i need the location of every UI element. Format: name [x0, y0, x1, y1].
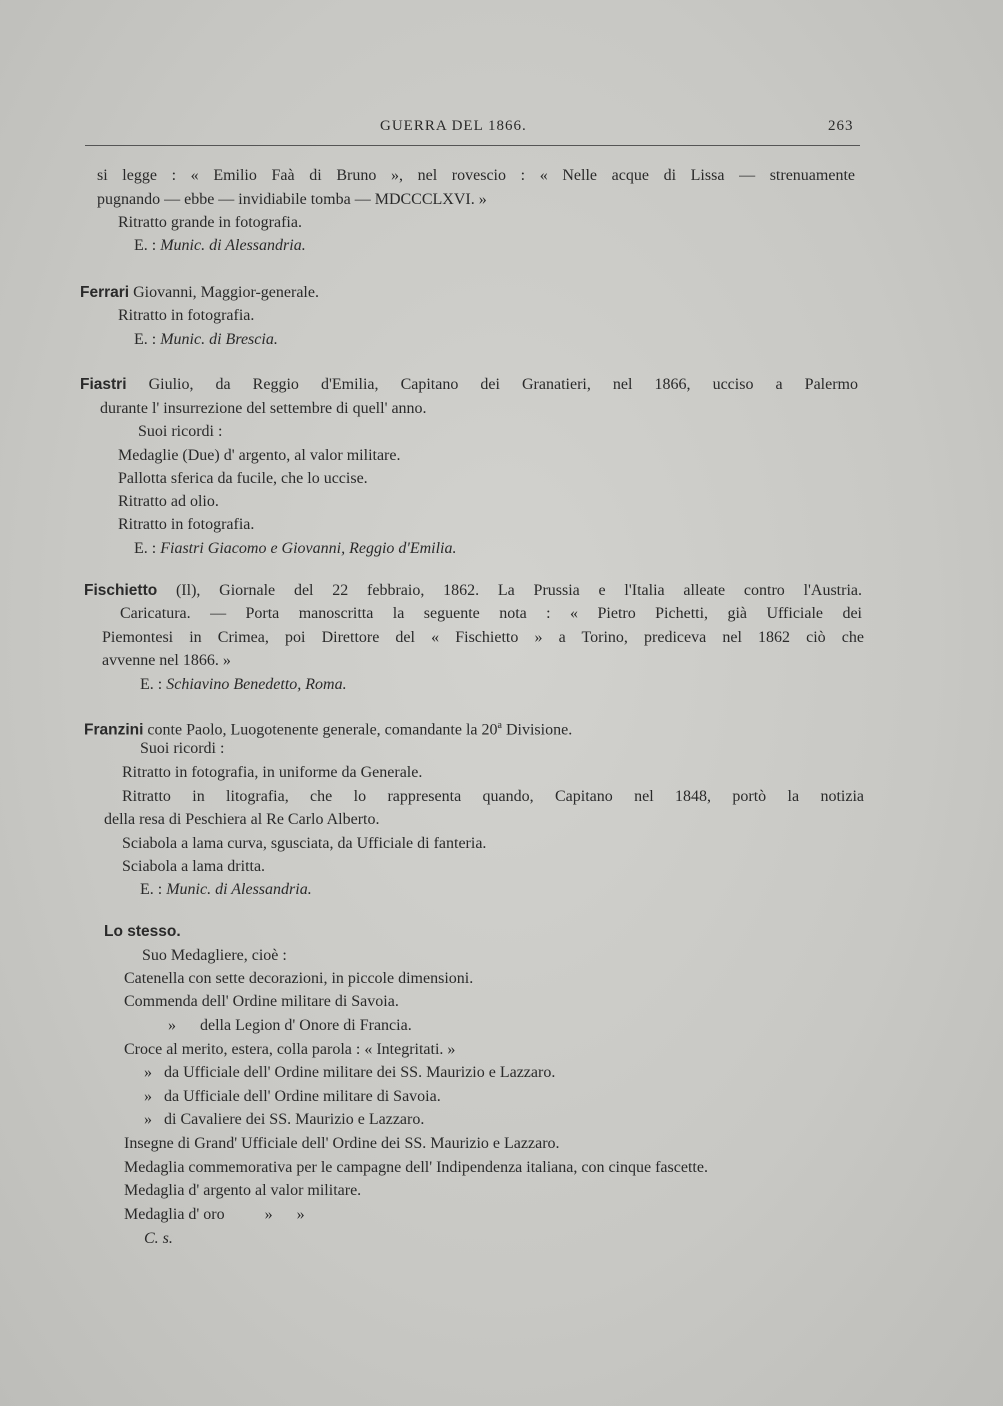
text-line: Catenella con sette decorazioni, in piccole dimensioni.: [124, 970, 474, 987]
text-line: Suo Medagliere, cioè :: [142, 947, 287, 964]
page-number: 263: [828, 118, 854, 134]
text-line: Croce al merito, estera, colla parola : « Integritati. »: [124, 1041, 456, 1058]
source-line: E. : Munic. di Alessandria.: [134, 237, 306, 254]
text-line: Pallotta sferica da fucile, che lo uccise.: [118, 470, 368, 487]
source-line: E. : Munic. di Brescia.: [134, 331, 278, 348]
source-name: Schiavino Benedetto, Roma.: [166, 676, 347, 693]
text-line: Ritratto grande in fotografia.: [118, 214, 302, 231]
text-line: Piemontesi in Crimea, poi Direttore del « Fischietto » a Torino, prediceva nel 1862 ciò che: [102, 629, 864, 646]
entry-name: Ferrari: [80, 284, 130, 301]
entry-fischietto: Fischietto (Il), Giornale del 22 febbraio, 1862. La Prussia e l'Italia alleate contro l'Austria.: [84, 582, 862, 599]
source-line: E. : Fiastri Giacomo e Giovanni, Reggio d'Emilia.: [134, 540, 457, 557]
text-line: Ritratto in fotografia.: [118, 516, 255, 533]
source-name: Munic. di Alessandria.: [160, 237, 306, 254]
entry-name: Fischietto: [84, 582, 158, 599]
text-line: Insegne di Grand' Ufficiale dell' Ordine dei SS. Maurizio e Lazzaro.: [124, 1135, 560, 1152]
source-line: C. s.: [144, 1230, 173, 1247]
entry-name: Fiastri: [80, 376, 127, 393]
text-line: Suoi ricordi :: [138, 423, 223, 440]
text-line: Ritratto in litografia, che lo rappresenta quando, Capitano nel 1848, portò la notizia: [122, 788, 864, 805]
header-rule: [85, 145, 860, 146]
text-line: Medaglia d' oro » »: [124, 1206, 305, 1223]
entry-name: Franzini: [84, 721, 144, 739]
text-line: Ritratto in fotografia, in uniforme da Generale.: [122, 764, 423, 781]
text-line: si legge : « Emilio Faà di Bruno », nel rovescio : « Nelle acque di Lissa — strenuamente: [97, 167, 855, 184]
text-line: Commenda dell' Ordine militare di Savoia.: [124, 993, 399, 1010]
running-header: GUERRA DEL 1866.: [380, 118, 527, 134]
source-name: Fiastri Giacomo e Giovanni, Reggio d'Emilia.: [160, 540, 457, 557]
text-line: » da Ufficiale dell' Ordine militare dei SS. Maurizio e Lazzaro.: [144, 1064, 556, 1081]
text-line: Ritratto in fotografia.: [118, 307, 255, 324]
text-line: » della Legion d' Onore di Francia.: [168, 1017, 412, 1034]
text-line: Caricatura. — Porta manoscritta la seguente nota : « Pietro Pichetti, già Ufficiale dei: [120, 605, 862, 622]
source-name: Munic. di Alessandria.: [166, 881, 312, 898]
source-line: E. : Munic. di Alessandria.: [140, 881, 312, 898]
text-line: Suoi ricordi :: [140, 740, 225, 757]
source-name: Munic. di Brescia.: [160, 331, 278, 348]
text-line: Ritratto ad olio.: [118, 493, 219, 510]
text-line: » da Ufficiale dell' Ordine militare di Savoia.: [144, 1088, 441, 1105]
entry-franzini: Franzini conte Paolo, Luogotenente generale, comandante la 20$^a$ Divisione.: [84, 720, 573, 739]
text-line: avvenne nel 1866. »: [102, 652, 231, 669]
source-line: E. : Schiavino Benedetto, Roma.: [140, 676, 347, 693]
text-line: Medaglia d' argento al valor militare.: [124, 1182, 362, 1199]
text-line: durante l' insurrezione del settembre di quell' anno.: [100, 400, 427, 417]
text-line: pugnando — ebbe — invidiabile tomba — MDCCCLXVI. »: [97, 191, 487, 208]
entry-ferrari: Ferrari Giovanni, Maggior-generale.: [80, 284, 319, 301]
entry-fiastri: Fiastri Giulio, da Reggio d'Emilia, Capitano dei Granatieri, nel 1866, ucciso a Palermo: [80, 376, 858, 393]
text-line: della resa di Peschiera al Re Carlo Alberto.: [104, 811, 380, 828]
entry-title: Lo stesso.: [104, 923, 181, 940]
text-line: Medaglia commemorativa per le campagne dell' Indipendenza italiana, con cinque fascette.: [124, 1159, 708, 1176]
text-line: » di Cavaliere dei SS. Maurizio e Lazzaro.: [144, 1111, 425, 1128]
text-line: Medaglie (Due) d' argento, al valor militare.: [118, 447, 401, 464]
text-line: Sciabola a lama dritta.: [122, 858, 266, 875]
text-line: Sciabola a lama curva, sgusciata, da Ufficiale di fanteria.: [122, 835, 487, 852]
